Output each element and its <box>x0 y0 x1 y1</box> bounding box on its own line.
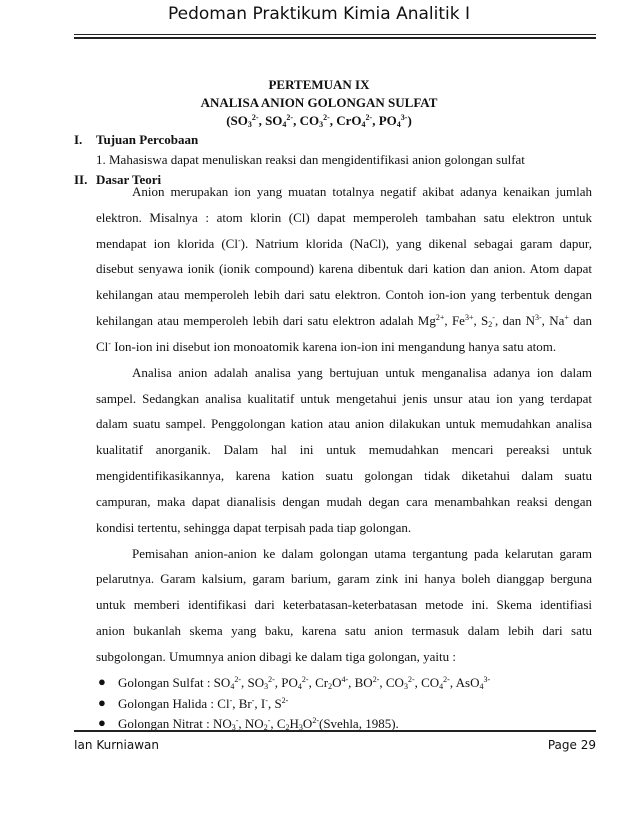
header-rule-bottom <box>74 37 596 39</box>
p1-line: kehilangan atau memperoleh lebih dari satu elektron. Contoh ion-ion yang terbentuk dengan <box>96 287 592 302</box>
footer-rule <box>74 730 596 732</box>
p2-line: kualitatif anorganik. Dalam hal ini untuk memudahkan mencari pereaksi untuk <box>96 442 592 457</box>
p1-line: Anion merupakan ion yang muatan totalnya negatif akibat adanya kenaikan jumlah <box>132 184 592 199</box>
section-2-number: II. <box>74 172 88 187</box>
section-1-number: I. <box>74 132 83 147</box>
section-2-title: Dasar Teori <box>96 172 162 187</box>
chapter-title: ANALISA ANION GOLONGAN SULFAT <box>200 95 438 110</box>
footer-page-number: Page 29 <box>547 738 596 752</box>
meeting-title: PERTEMUAN IX <box>268 77 370 92</box>
header-rule-top <box>74 34 596 35</box>
bullet-sulfat: Golongan Sulfat : $SO_4^{2-}$, $SO_3^{2-}$, $PO_4^{2-}$, $Cr_2O^{4-}$, $BO^{2-}$, $CO_3^{2-}$, $CO_4^{2-}$, AsO$_4^{3-}$ <box>118 675 491 691</box>
bullet-nitrat: Golongan Nitrat : $NO_3^-$, $NO_2^-$, $C_2H_3O^{2-}(Svehla$, 1985). <box>118 716 399 732</box>
running-header: Pedoman Praktikum Kimia Analitik I <box>168 4 470 24</box>
p3-line: Pemisahan anion-anion ke dalam golongan utama tergantung pada kelarutan garam <box>132 546 592 561</box>
p1-line: Cl- Ion-ion ini disebut ion monoatomik karena ion-ion ini mengandung hanya satu atom. <box>96 339 557 354</box>
p1-line: elektron. Misalnya : atom klorin (Cl) dapat memperoleh tambahan satu elektron untuk <box>96 210 592 225</box>
p3-line: pelarutnya. Garam kalsium, garam barium, garam zink ini hanya boleh dianggap berguna <box>96 571 592 586</box>
bullet-icon: ● <box>98 695 106 710</box>
p2-line: kondisi tertentu, sehingga dapat terpisah pada tiap golongan. <box>96 520 412 535</box>
p2-line: Analisa anion adalah analisa yang bertujuan untuk menganalisa adanya ion dalam <box>132 365 592 380</box>
bullet-icon: ● <box>98 674 106 689</box>
footer-author: Ian Kurniawan <box>74 738 159 752</box>
section-1-title: Tujuan Percobaan <box>96 132 199 147</box>
p2-line: campuran, maka dapat dianalisis dengan mudah degan cara menambahkan reaksi dengan <box>96 494 592 509</box>
objective-item: 1. Mahasiswa dapat menuliskan reaksi dan mengidentifikasi anion golongan sulfat <box>96 152 525 167</box>
p1-line: mendapat ion klorida (Cl-). Natrium klorida (NaCl), yang dikenal sebagai garam dapur, <box>96 236 592 251</box>
bullet-halida: Golongan Halida : Cl-, Br-, I-, $S^{2-}$ <box>118 696 289 711</box>
p2-line: mengidentifikasikannya, karena kation suatu golongan tidak diketahui dalam suatu <box>96 468 592 483</box>
bullet-icon: ● <box>98 715 106 730</box>
p1-line: kehilangan atau memperoleh lebih dari satu elektron adalah $Mg^{2+}$, $Fe^{3+}$, $S_2^-$, dan $N^{3-}$, Na+ dan <box>96 313 592 329</box>
p1-line: disebut senyawa ionik (ionik compound) karena dibentuk dari kation dan anion. Atom dapat <box>96 261 592 276</box>
p3-line: subgolongan. Umumnya anion dibagi ke dalam tiga golongan, yaitu : <box>96 649 456 664</box>
p3-line: untuk memberi identifikasi dari keterbatasan-keterbatasan metode ini. Skema identifiasi <box>96 597 592 612</box>
anion-list-title: ($SO_3^{2-}$, $SO_4^{2-}$, $CO_3^{2-}$, CrO$_4^{2-}$, $PO_4^{3-}$) <box>226 113 412 129</box>
p3-line: anion bukanlah skema yang baku, karena satu anion termasuk dalam lebih dari satu <box>96 623 592 638</box>
p2-line: sampel. Sedangkan analisa kualitatif untuk mengetahui jenis unsur atau ion yang terdapat <box>96 391 592 406</box>
p2-line: dalam suatu sampel. Penggolongan kation atau anion dilakukan untuk memudahkan analisa <box>96 416 592 431</box>
